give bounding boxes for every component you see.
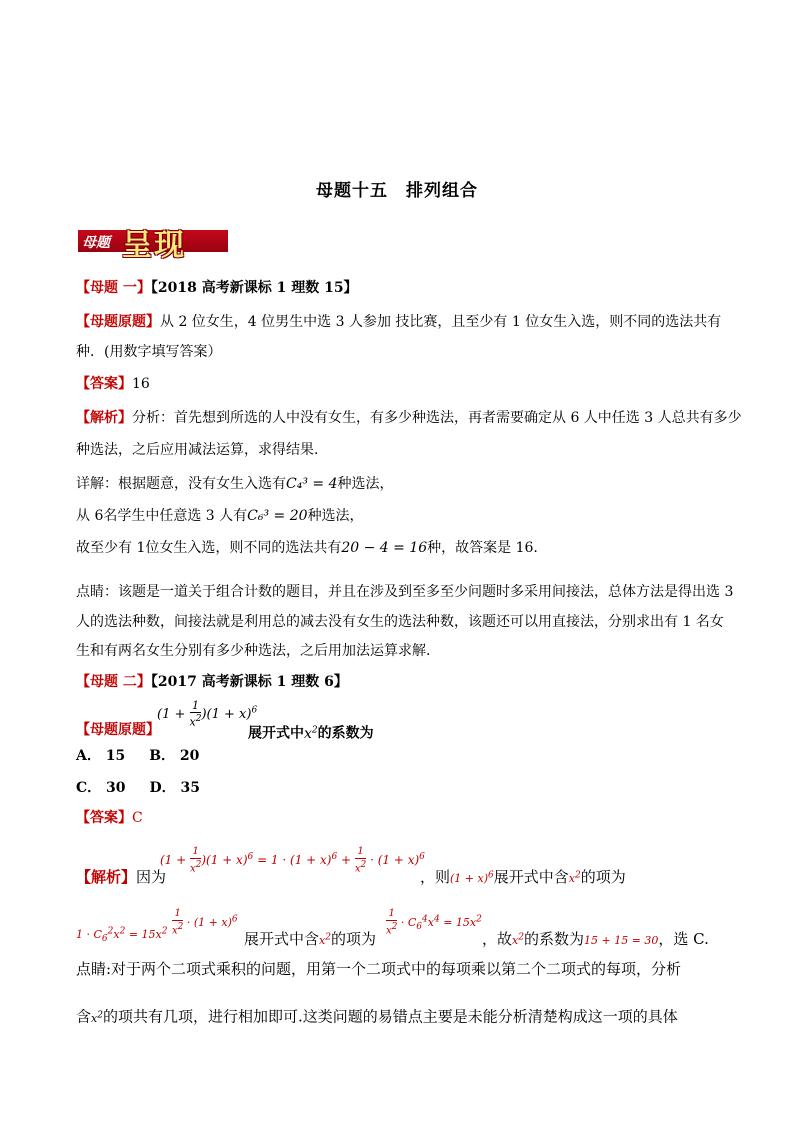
p2-answer-tag: 【答案】	[76, 810, 132, 826]
p1-analysis-line1	[76, 408, 742, 428]
p1-detail2-tail: 种选法，	[307, 508, 364, 524]
p2-question-tag	[76, 720, 160, 740]
banner-small-text: 母题	[82, 235, 110, 251]
p1-detail1-tail: 种选法，	[337, 476, 394, 492]
p1-detail-line3	[76, 538, 538, 558]
p1-detail2-text: 从 6名学生中任意选 3 人有	[76, 508, 248, 524]
p2-analysis-start	[76, 866, 166, 887]
p2-analysis-then-text: ，则	[420, 868, 451, 886]
p1-analysis-line2: 种选法，之后应用减法运算，求得结果.	[76, 442, 319, 458]
p1-note-line1: 点睛：该题是一道关于组合计数的题目，并且在涉及到至多至少问题时多采用间接法，总体方法是得出选 3	[76, 584, 734, 600]
p1-question-line1	[76, 312, 721, 332]
p2-analysis-then-text2: 展开式中含	[493, 868, 569, 886]
p2-question-tail: 展开式中$x^2$的系数为	[248, 725, 374, 742]
p2-analysis-term2-expr: $\frac{1}{x^2}$ · $(1 + x)^6$	[172, 908, 238, 937]
p2-answer	[76, 808, 143, 828]
p2-analysis-term3: $\frac{1}{x^2}$ · $C_6^4x^4 = 15x^2$	[386, 908, 482, 937]
p2-analysis-then-text3: 的项为	[580, 868, 626, 886]
p2-row2-mid-text: 展开式中含	[244, 930, 320, 948]
p2-row2-end-text1: ，故	[482, 930, 513, 948]
p2-row2-mid-text2: 的项为	[330, 930, 376, 948]
p1-question-tag: 【母题原题】	[76, 314, 160, 330]
p2-option-c: C． 30	[76, 780, 126, 796]
p2-row2-sum: 15 + 15 = 30	[583, 934, 659, 947]
p2-row2-end-text3: ，选 C.	[658, 930, 709, 948]
p2-analysis-tag: 【解析】	[76, 868, 137, 886]
p2-row2-end-text2: 的系数为	[523, 930, 584, 948]
p2-option-d: D． 35	[149, 780, 200, 796]
banner-big-text: 呈现	[122, 228, 186, 263]
p1-answer-tag: 【答案】	[76, 376, 132, 392]
p2-analysis-because: 因为	[136, 868, 167, 886]
p1-detail3-text: 故至少有 1位女生入选，则不同的选法共有	[76, 540, 342, 556]
p2-note-line1: 点睛:对于两个二项式乘积的问题，用第一个二项式中的每项乘以第二个二项式的每项，分析	[76, 960, 682, 978]
p1-note-line3: 生和有两名女生分别有多少种选法，之后用加法运算求解.	[76, 643, 431, 659]
p2-answer-value: C	[132, 810, 143, 826]
p1-detail1-text: 详解：根据题意，没有女生入选有	[76, 476, 286, 492]
p1-tag: 【母题 一】	[76, 280, 151, 296]
p2-question-expression: (1 + $\frac{1}{x^2}$ )$(1 + x)^6$	[157, 699, 258, 729]
p1-question-text1: 从 2 位女生，4 位男生中选 3 人参加 技比赛，且至少有 1 位女生入选，则不同的选法共有	[160, 314, 722, 330]
p1-detail-line1	[76, 474, 393, 494]
p1-source: 【2018 高考新课标 1 理数 15】	[150, 280, 358, 296]
p2-analysis-term1: $1 \cdot C_6^2x^2 = 15x^2$	[76, 926, 168, 944]
p2-options-row2	[76, 778, 200, 798]
p1-detail3-math: 20 − 4 = 16	[341, 540, 428, 556]
p2-note2-text: 的项共有几项，进行相加即可.这类问题的易错点主要是未能分析清楚构成这一项的具体	[102, 1007, 678, 1026]
p2-question-tail-text2: 的系数为	[317, 725, 374, 742]
p2-option-a: A． 15	[76, 748, 126, 764]
p2-options-row1	[76, 746, 199, 766]
p2-note-line2: 含$x^2$的项共有几项，进行相加即可.这类问题的易错点主要是未能分析清楚构成这一项的具体	[76, 1007, 678, 1026]
p2-analysis-row2-end: ，故$x^2$的系数为15 + 15 = 30，选 C.	[482, 930, 709, 948]
p1-question-line2: 种．(用数字填写答案）	[76, 344, 222, 360]
p1-detail-line2	[76, 506, 364, 526]
p1-header	[76, 278, 358, 298]
page-title: 母题十五 排列组合	[316, 181, 478, 201]
p1-analysis-tag: 【解析】	[76, 410, 132, 426]
p2-tag: 【母题 二】	[76, 674, 151, 690]
p2-note2-prefix: 含	[76, 1007, 92, 1026]
p2-analysis-then: ，则$(1 + x)^6$展开式中含$x^2$的项为	[420, 868, 626, 886]
p2-question-tag-text: 【母题原题】	[76, 722, 160, 738]
section-banner	[78, 220, 228, 263]
p2-option-b: B． 20	[149, 748, 200, 764]
p1-analysis-text1: 分析：首先想到所选的人中没有女生，有多少种选法，再者需要确定从 6 人中任选 3 人总共有多少	[132, 410, 742, 426]
p2-analysis-expression1: (1 + $\frac{1}{x^2}$ )$(1 + x)^6 = 1 \cdot (1 + x)^6$ + $\frac{1}{x^2}$ · $(1 + x)^6$	[160, 846, 425, 875]
p1-detail3-tail: 种，故答案是 16.	[427, 540, 538, 556]
p2-header	[76, 672, 348, 692]
p1-answer	[76, 374, 150, 394]
p1-note-line2: 人的选法种数，间接法就是利用总的减去没有女生的选法种数，该题还可以用直接法，分别求出有 1 名女	[76, 614, 724, 630]
p1-detail2-math: C₆³ = 20	[247, 508, 308, 524]
p2-analysis-row2-mid: 展开式中含$x^2$的项为	[244, 930, 376, 948]
p2-question-tail-text: 展开式中	[248, 725, 304, 742]
p1-detail1-math: C₄³ = 4	[286, 476, 338, 492]
p2-source: 【2017 高考新课标 1 理数 6】	[150, 674, 348, 690]
p1-answer-value: 16	[132, 376, 150, 392]
